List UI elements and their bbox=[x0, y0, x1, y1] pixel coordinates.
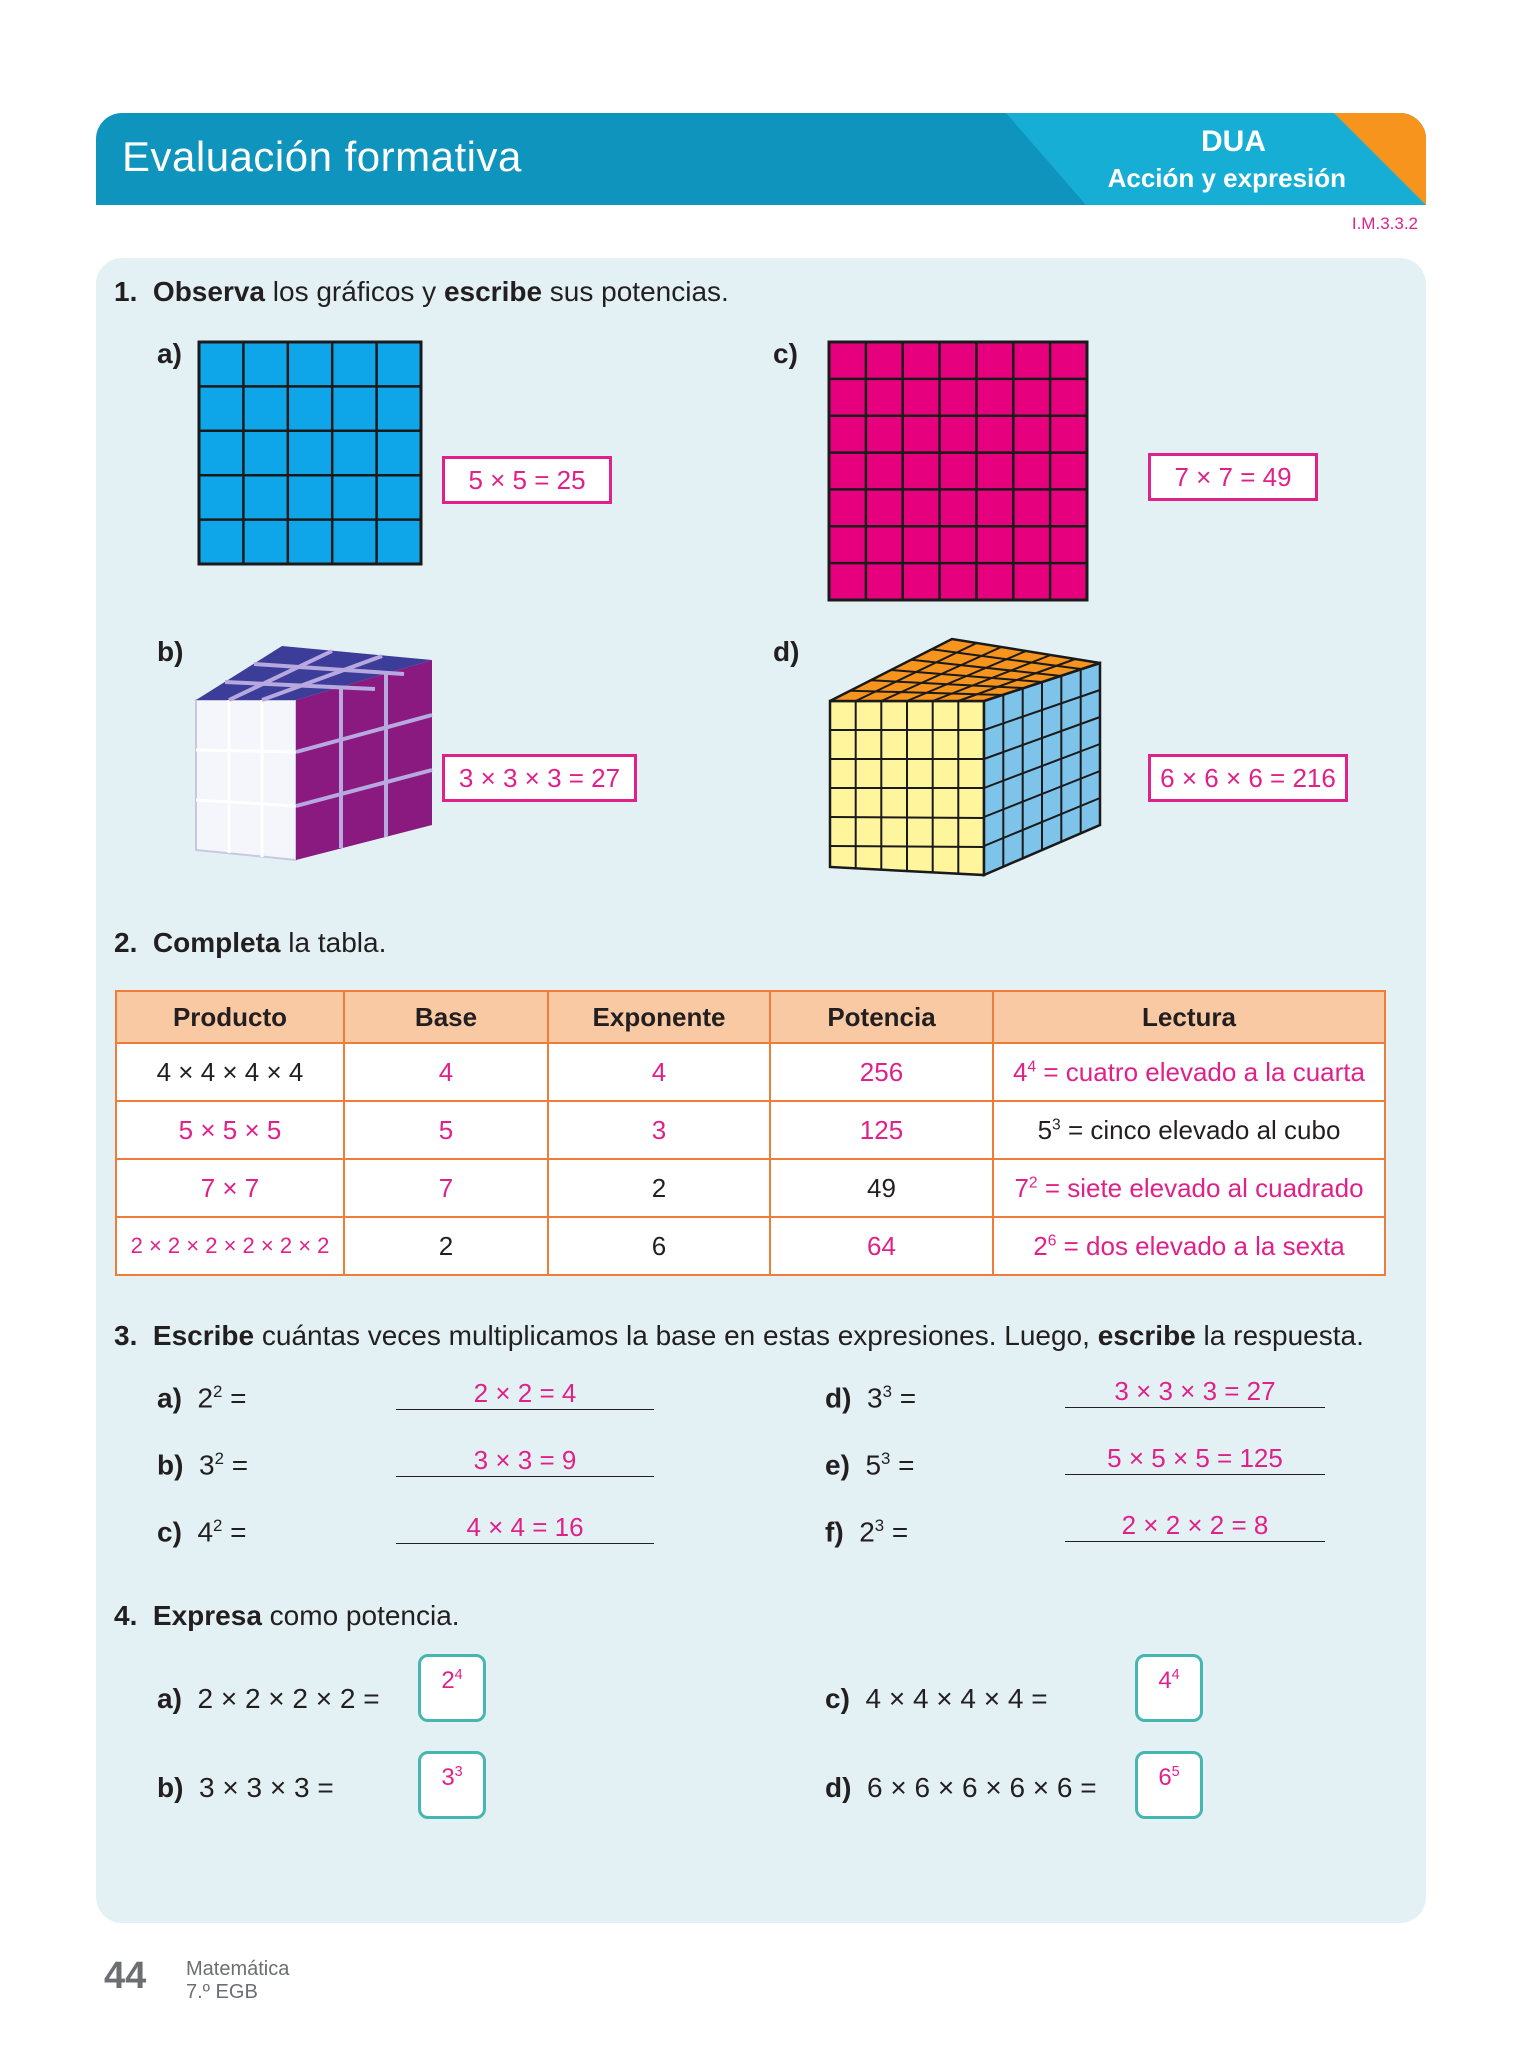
power-answer-box-c bbox=[1135, 1654, 1203, 1722]
power-answer-box-a bbox=[418, 1654, 486, 1722]
answer-box-b: 3 × 3 × 3 = 27 bbox=[442, 754, 637, 802]
item-expression: 2 × 2 × 2 × 2 = bbox=[197, 1683, 380, 1714]
instruction-text: la respuesta. bbox=[1195, 1320, 1364, 1351]
q4-item-b bbox=[157, 1772, 334, 1804]
question-number: 3. bbox=[114, 1320, 138, 1351]
item-equals: = bbox=[222, 1516, 247, 1548]
producto-cell: 5 × 5 × 5 bbox=[116, 1101, 344, 1159]
power-answer-box-d bbox=[1135, 1751, 1203, 1819]
answer-line-b: 3 × 3 = 9 bbox=[396, 1445, 654, 1477]
item-label: e) bbox=[825, 1449, 850, 1481]
item-base: 5 bbox=[865, 1449, 882, 1481]
instruction-text: sus potencias. bbox=[542, 276, 729, 307]
lectura-cell bbox=[993, 1101, 1385, 1159]
instruction-bold: Observa bbox=[152, 276, 265, 307]
item-exp: 2 bbox=[214, 1449, 224, 1468]
item-label: b) bbox=[157, 1449, 184, 1481]
column-header: Potencia bbox=[770, 991, 993, 1043]
column-header: Exponente bbox=[548, 991, 770, 1043]
item-label: c) bbox=[825, 1683, 850, 1714]
page-number: 44 bbox=[104, 1955, 147, 1997]
power-exp: 3 bbox=[454, 1764, 463, 1780]
powers-table bbox=[115, 990, 1386, 1276]
table-row bbox=[116, 1101, 1385, 1159]
item-base: 4 bbox=[197, 1516, 214, 1548]
lectura-cell bbox=[993, 1217, 1385, 1275]
lectura-text: = siete elevado al cuadrado bbox=[1037, 1172, 1364, 1203]
table-row bbox=[116, 1159, 1385, 1217]
lectura-base: 4 bbox=[1013, 1056, 1028, 1087]
item-base: 3 bbox=[199, 1449, 215, 1481]
item-label: d) bbox=[825, 1772, 852, 1803]
q4-item-d bbox=[825, 1772, 1097, 1804]
label-c: c) bbox=[773, 338, 798, 369]
question-1 bbox=[114, 276, 729, 308]
item-label: b) bbox=[157, 1772, 184, 1803]
page-title: Evaluación formativa bbox=[122, 133, 522, 180]
potencia-cell: 125 bbox=[770, 1101, 993, 1159]
answer-box-a: 5 × 5 = 25 bbox=[442, 456, 612, 504]
power-answer-box-b bbox=[418, 1751, 486, 1819]
q3-item-e bbox=[825, 1449, 915, 1481]
lectura-text: = dos elevado a la sexta bbox=[1056, 1230, 1345, 1261]
q4-item-a bbox=[157, 1683, 380, 1715]
column-header: Producto bbox=[116, 991, 344, 1043]
footer-info bbox=[186, 1958, 289, 2004]
table-row bbox=[116, 1043, 1385, 1101]
question-number: 1. bbox=[114, 276, 138, 307]
item-base: 2 bbox=[197, 1382, 214, 1414]
question-number: 2. bbox=[114, 927, 138, 958]
question-4 bbox=[114, 1600, 460, 1632]
column-header: Lectura bbox=[993, 991, 1385, 1043]
potencia-cell: 256 bbox=[770, 1043, 993, 1101]
item-exp: 3 bbox=[882, 1382, 892, 1401]
power-exp: 4 bbox=[1171, 1667, 1180, 1683]
answer-box-c: 7 × 7 = 49 bbox=[1148, 453, 1318, 501]
lectura-exp: 2 bbox=[1028, 1173, 1038, 1191]
exponente-cell: 3 bbox=[548, 1101, 770, 1159]
instruction-text: como potencia. bbox=[261, 1600, 460, 1631]
producto-cell: 2 × 2 × 2 × 2 × 2 × 2 bbox=[116, 1217, 344, 1275]
item-base: 3 bbox=[867, 1382, 883, 1414]
item-label: c) bbox=[157, 1516, 182, 1548]
item-exp: 3 bbox=[881, 1449, 891, 1468]
item-label: d) bbox=[825, 1382, 852, 1414]
item-expression: 6 × 6 × 6 × 6 × 6 = bbox=[867, 1772, 1097, 1803]
item-label: f) bbox=[825, 1516, 844, 1548]
base-cell: 7 bbox=[344, 1159, 548, 1217]
answer-line-e: 5 × 5 × 5 = 125 bbox=[1065, 1443, 1325, 1475]
lectura-base: 5 bbox=[1037, 1114, 1053, 1145]
q3-item-b bbox=[157, 1449, 248, 1481]
lectura-base: 7 bbox=[1014, 1172, 1029, 1203]
potencia-cell: 49 bbox=[770, 1159, 993, 1217]
q3-item-c bbox=[157, 1516, 247, 1548]
producto-cell: 4 × 4 × 4 × 4 bbox=[116, 1043, 344, 1101]
lectura-text: = cinco elevado al cubo bbox=[1060, 1114, 1341, 1145]
item-exp: 2 bbox=[213, 1516, 223, 1535]
item-equals: = bbox=[890, 1449, 915, 1481]
cube-3x3x3-figure bbox=[192, 640, 442, 870]
power-exp: 4 bbox=[454, 1667, 463, 1683]
exponente-cell: 4 bbox=[548, 1043, 770, 1101]
footer-subject: Matemática bbox=[186, 1958, 290, 1980]
q3-item-f bbox=[825, 1516, 908, 1548]
item-exp: 3 bbox=[874, 1516, 885, 1535]
dua-label: DUA bbox=[1201, 125, 1266, 158]
power-base: 6 bbox=[1158, 1764, 1172, 1791]
item-equals: = bbox=[891, 1382, 917, 1414]
item-expression: 4 × 4 × 4 × 4 = bbox=[865, 1683, 1048, 1714]
table-header-row bbox=[116, 991, 1385, 1043]
lectura-text: = cuatro elevado a la cuarta bbox=[1036, 1056, 1365, 1087]
exponente-cell: 6 bbox=[548, 1217, 770, 1275]
q4-item-c bbox=[825, 1683, 1048, 1715]
power-base: 2 bbox=[441, 1667, 455, 1694]
base-cell: 2 bbox=[344, 1217, 548, 1275]
column-header: Base bbox=[344, 991, 548, 1043]
producto-cell: 7 × 7 bbox=[116, 1159, 344, 1217]
indicator-code: I.M.3.3.2 bbox=[1351, 214, 1418, 233]
table-row bbox=[116, 1217, 1385, 1275]
base-cell: 4 bbox=[344, 1043, 548, 1101]
lectura-cell bbox=[993, 1043, 1385, 1101]
instruction-bold: escribe bbox=[1097, 1320, 1196, 1351]
q3-item-d bbox=[825, 1382, 916, 1414]
cube-6x6x6-figure bbox=[826, 635, 1106, 880]
instruction-text: la tabla. bbox=[280, 927, 387, 958]
label-b: b) bbox=[157, 636, 184, 667]
power-base: 3 bbox=[441, 1764, 455, 1791]
instruction-bold: Expresa bbox=[152, 1600, 262, 1631]
potencia-cell: 64 bbox=[770, 1217, 993, 1275]
instruction-bold: escribe bbox=[443, 276, 543, 307]
label-a: a) bbox=[157, 338, 182, 369]
item-equals: = bbox=[222, 1382, 247, 1414]
item-equals: = bbox=[223, 1449, 249, 1481]
item-label: a) bbox=[157, 1683, 182, 1714]
grid-5x5-figure bbox=[197, 340, 423, 566]
item-base: 2 bbox=[859, 1516, 875, 1548]
instruction-text: los gráficos y bbox=[265, 276, 444, 307]
item-label: a) bbox=[157, 1382, 182, 1414]
question-3 bbox=[114, 1320, 1364, 1352]
item-equals: = bbox=[884, 1516, 909, 1548]
instruction-text: cuántas veces multiplicamos la base en estas expresiones. Luego, bbox=[254, 1320, 1098, 1351]
lectura-exp: 4 bbox=[1027, 1057, 1037, 1075]
answer-line-f: 2 × 2 × 2 = 8 bbox=[1065, 1510, 1325, 1542]
label-d: d) bbox=[773, 636, 800, 667]
base-cell: 5 bbox=[344, 1101, 548, 1159]
question-number: 4. bbox=[114, 1600, 138, 1631]
answer-line-d: 3 × 3 × 3 = 27 bbox=[1065, 1376, 1325, 1408]
lectura-exp: 3 bbox=[1052, 1115, 1061, 1133]
item-expression: 3 × 3 × 3 = bbox=[199, 1772, 334, 1803]
grid-7x7-figure bbox=[827, 340, 1089, 602]
q3-item-a bbox=[157, 1382, 247, 1414]
answer-line-c: 4 × 4 = 16 bbox=[396, 1512, 654, 1544]
header-banner bbox=[96, 113, 1426, 205]
footer-grade: 7.º EGB bbox=[186, 1981, 258, 2003]
instruction-bold: Completa bbox=[152, 927, 281, 958]
instruction-bold: Escribe bbox=[152, 1320, 255, 1351]
power-base: 4 bbox=[1158, 1667, 1172, 1694]
item-exp: 2 bbox=[213, 1382, 223, 1401]
exponente-cell: 2 bbox=[548, 1159, 770, 1217]
lectura-base: 2 bbox=[1033, 1230, 1048, 1261]
answer-line-a: 2 × 2 = 4 bbox=[396, 1378, 654, 1410]
dua-subtitle: Acción y expresión bbox=[1107, 163, 1346, 193]
power-exp: 5 bbox=[1171, 1764, 1180, 1780]
lectura-exp: 6 bbox=[1047, 1231, 1057, 1249]
lectura-cell bbox=[993, 1159, 1385, 1217]
question-2 bbox=[114, 927, 386, 959]
answer-box-d: 6 × 6 × 6 = 216 bbox=[1148, 754, 1348, 802]
